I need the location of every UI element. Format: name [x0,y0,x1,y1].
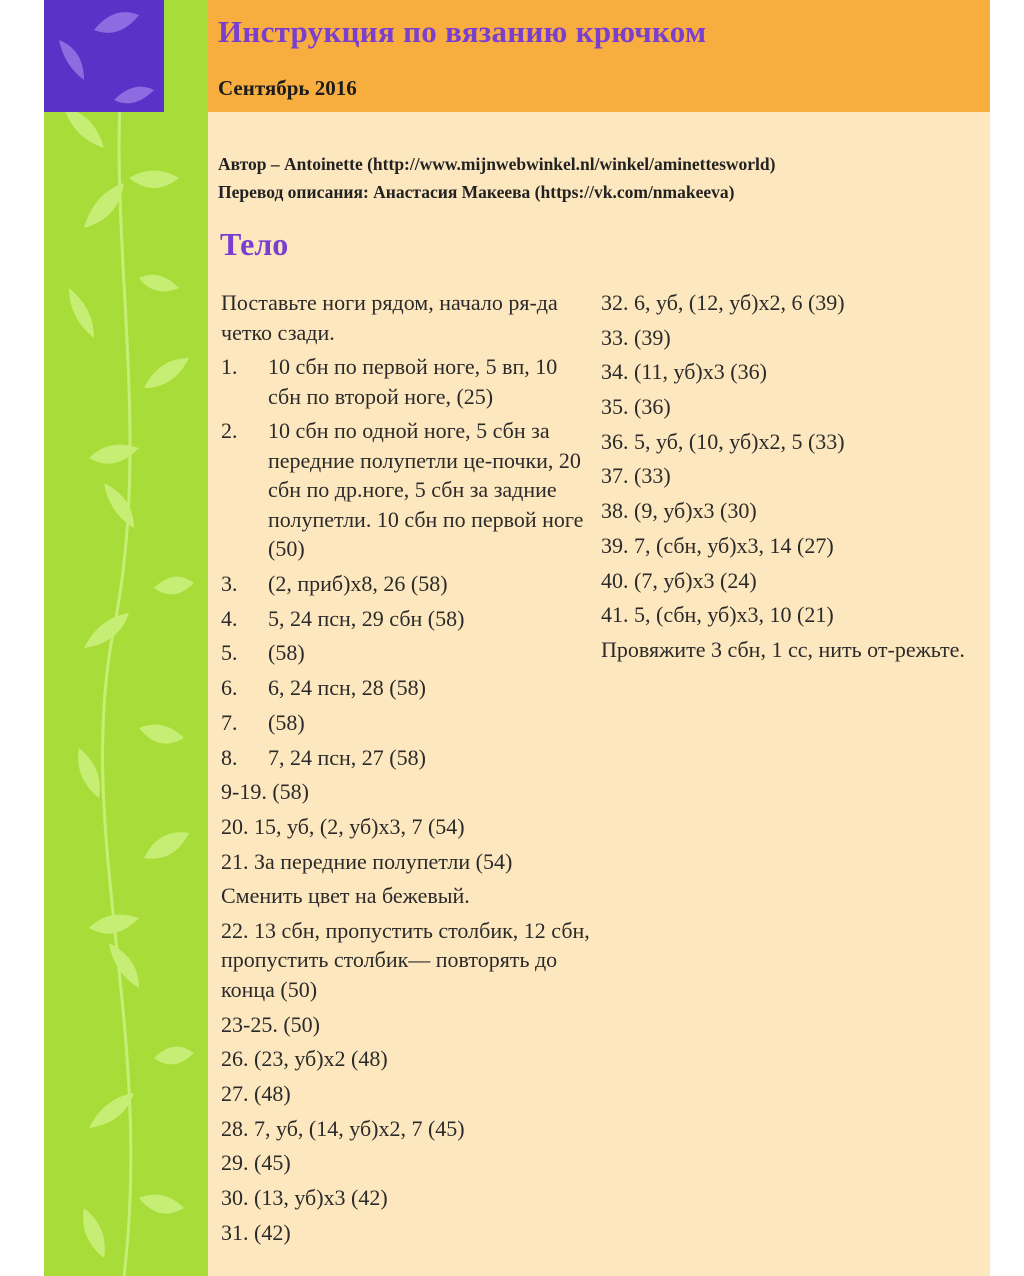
row-29: 29. (45) [221,1150,291,1176]
row-number: 1. [221,354,238,380]
row-32: 32. 6, уб, (12, уб)x2, 6 (39) [601,290,845,315]
row-6 [221,673,593,703]
row-4 [221,604,593,634]
row-7 [221,708,593,738]
row-5 [221,638,593,668]
author-line: Автор – Antoinette (http://www.mijnwebwinkel.nl/winkel/aminettesworld) [218,154,776,174]
row-number: 7. [221,709,238,735]
row-28: 28. 7, уб, (14, уб)x2, 7 (45) [221,1115,465,1141]
row-number: 2. [221,418,238,444]
finish-note: Провяжите 3 сбн, 1 сс, нить от-режьте. [601,636,965,662]
row-36: 36. 5, уб, (10, уб)x2, 5 (33) [601,428,845,454]
document-title: Инструкция по вязанию крючком [218,14,707,49]
row-8 [221,743,593,773]
row-33: 33. (39) [601,324,671,350]
right-column [601,288,973,670]
row-38: 38. (9, уб)x3 (30) [601,498,757,524]
row-text: (58) [268,640,305,666]
row-27: 27. (48) [221,1081,291,1106]
row-text: 7, 24 псн, 27 (58) [268,744,426,770]
row-number: 6. [221,675,238,701]
row-21: 21. За передние полупетли (54) [221,848,513,874]
row-text: (58) [268,709,305,735]
row-number: 5. [221,640,238,666]
sidebar-decoration [44,28,208,1276]
row-text: 5, 24 псн, 29 сбн (58) [268,605,465,631]
leaf-pattern-purple-icon [44,0,164,112]
row-text: 6, 24 псн, 28 (58) [268,675,426,701]
leaf-pattern-icon [44,28,208,1276]
sidebar-purple-block [44,0,164,112]
row-30: 30. (13, уб)x3 (42) [221,1185,388,1211]
left-column [221,288,593,1252]
row-31: 31. (42) [221,1219,291,1245]
row-39: 39. 7, (сбн, уб)x3, 14 (27) [601,532,834,558]
document-date: Сентябрь 2016 [218,76,357,100]
row-22: 22. 13 сбн, пропустить столбик, 12 сбн, пропустить столбик— повторять до конца (50) [221,917,590,1002]
row-23-25: 23-25. (50) [221,1011,320,1037]
row-34: 34. (11, уб)x3 (36) [601,359,767,385]
row-9-19: 9-19. (58) [221,779,309,805]
color-change-note: Сменить цвет на бежевый. [221,883,470,909]
credits [218,150,978,206]
intro-text: Поставьте ноги рядом, начало ря-да четко сзади. [221,290,558,345]
row-41: 41. 5, (сбн, уб)x3, 10 (21) [601,602,834,628]
row-26: 26. (23, уб)x2 (48) [221,1046,388,1072]
row-3 [221,569,593,599]
row-40: 40. (7, уб)x3 (24) [601,567,757,593]
row-number: 3. [221,571,238,597]
row-1 [221,352,593,411]
row-20: 20. 15, уб, (2, уб)x3, 7 (54) [221,813,465,839]
row-number: 4. [221,605,238,631]
row-text: (2, приб)x8, 26 (58) [268,571,448,597]
row-35: 35. (36) [601,394,671,420]
row-text: 10 сбн по одной ноге, 5 сбн за передние полупетли це-почки, 20 сбн по др.ноге, 5 сбн за задние полупетли. 10 сбн по первой ноге (50) [268,418,584,562]
row-2 [221,416,593,564]
row-37: 37. (33) [601,463,671,489]
row-number: 8. [221,744,238,770]
section-title: Тело [220,226,289,262]
translation-line: Перевод описания: Анастасия Макеева (https://vk.com/nmakeeva) [218,182,735,202]
row-text: 10 сбн по первой ноге, 5 вп, 10 сбн по второй ноге, (25) [268,354,558,409]
sidebar-decoration-top [164,0,208,28]
